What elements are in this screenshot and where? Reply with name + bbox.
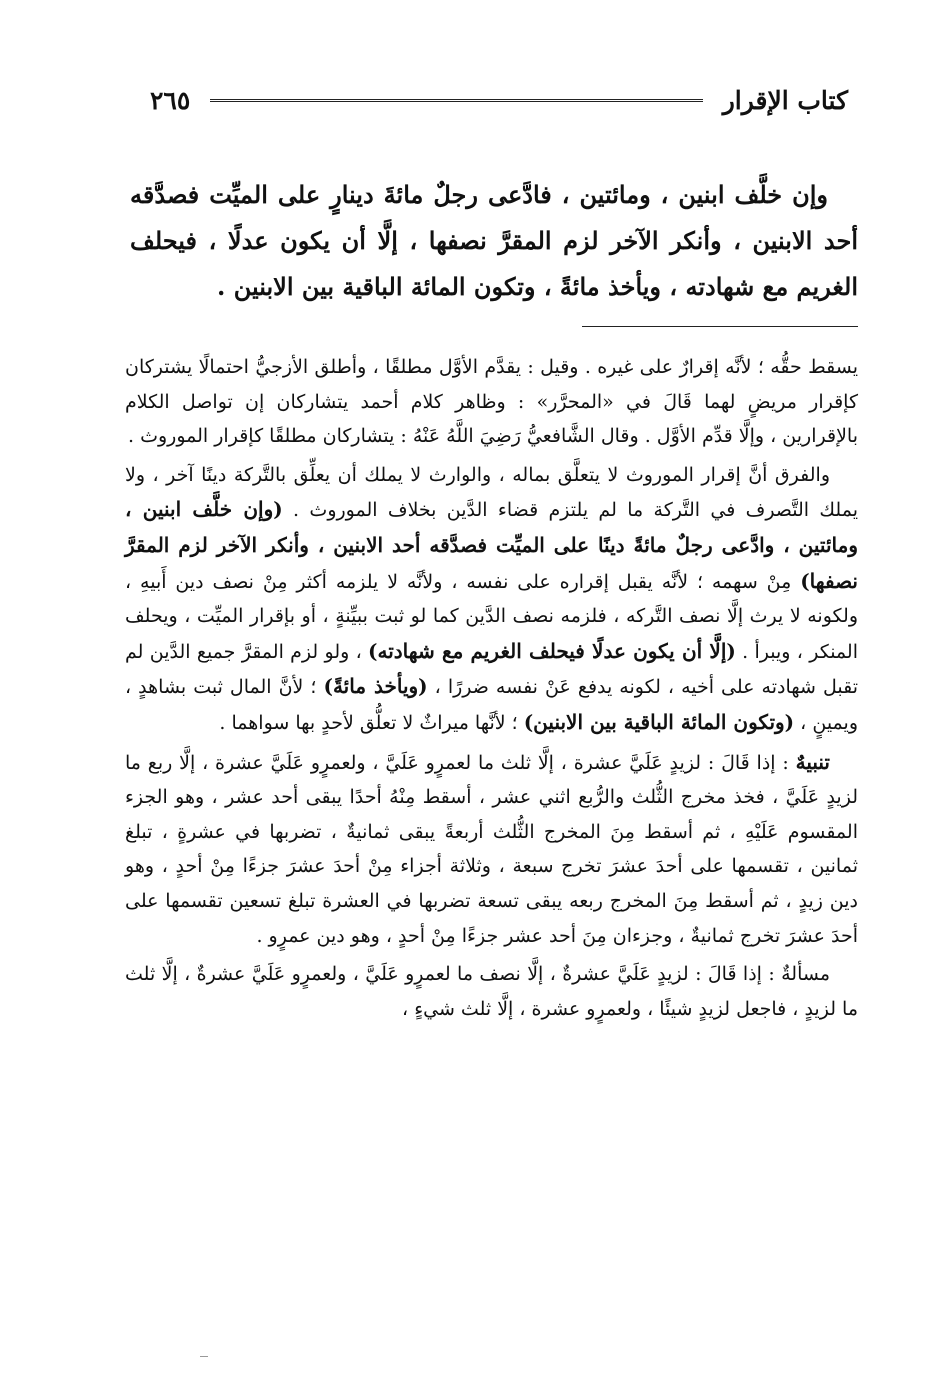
sharh-text: ؛ لأنَّها ميراثٌ لا تعلُّق لأحدٍ بها سواهما . [219,711,524,734]
matn-text-block [130,172,858,310]
sharh-text: ، ولو لزم المقرَّ جميع الدَّين لم تقبل شهادته على أخيه ، لكونه يدفع عَنْ نفسه ضررًا ، [125,640,858,699]
quoted-matn: (وتكون المائة الباقية بين الابنين) [523,709,795,734]
quoted-matn: (ويأخذ مائةً) [323,674,428,699]
sharh-paragraph-1: يسقط حقُّه ؛ لأنَّه إقرارٌ على غيره . وقيل : يقدَّم الأوَّل مطلقًا ، وأطلق الأزجيُّ احتمالًا يشتركان كإقرار مريضٍ لهما قَالَ في «المحرَّر» : وظاهر كلام أحمد يتشاركان إن تواصل الكلام بالإقرارين ، وإلَّا قدِّم الأوَّل . وقال الشَّافعيُّ رَضِيَ اللَّهُ عَنْهُ : يتشاركان مطلقًا كإقرار الموروث . [125,356,858,448]
sharh-paragraph-3 [125,745,858,954]
header-rule [210,99,702,102]
sharh-text: مِنْ سهمه ؛ لأنَّه يقبل إقراره على نفسه ، ولأنَّه لا يلزمه أكثر مِنْ نصف دين أَبيهِ ، ولكونه لا يرث إلَّا نصف التَّركه ، فلزمه نصف الدَّين كما لو ثبت ببيِّنةٍ ، أو بإقرار الميِّت ، ويحلف المنكر ، ويبرأ . [125,570,858,663]
sharh-paragraph-2 [125,458,858,741]
quoted-matn: (وإن خلَّف ابنين ، ومائتين ، وادَّعى رجلٌ مائةً دينًا على الميِّت فصدَّقه أحد الابنين ، وأنكر الآخر لزم المقرَّ نصفها) [125,497,858,593]
sharh-commentary [125,350,858,1030]
sharh-text: ؛ لأنَّ المال ثبت بشاهدٍ ، ويمينٍ ، [125,676,858,734]
footnote-separator [582,326,858,327]
tanbih-heading: تنبيهٌ [795,749,830,774]
sharh-paragraph-4: مسألةٌ : إذا قَالَ : لزيدٍ عَلَيَّ عشرةٌ ، إلَّا نصف ما لعمرٍو عَلَيَّ ، ولعمرٍو عَلَيَّ عشرةٌ ، إلَّا ثلث ما لزيدٍ ، فاجعل لزيدٍ شيئًا ، ولعمرٍو عشرة ، إلَّا ثلث شيءٍ ، [125,963,858,1020]
matn-paragraph: وإن خلَّف ابنين ، ومائتين ، فادَّعى رجلٌ مائةَ دينارٍ على الميِّت فصدَّقه أحد الابنين ، وأنكر الآخر لزم المقرَّ نصفها ، إلَّا أن يكون عدلًا ، فيحلف الغريم مع شهادته ، ويأخذ مائةً ، وتكون المائة الباقية بين الابنين . [130,180,858,301]
sharh-text: والفرق أنَّ إقرار الموروث لا يتعلَّق بماله ، والوارث لا يملك أن يعلِّق بالتَّركة دينًا آخر ، ولا يملك التَّصرف في التَّركة ما لم يلتزم قضاء الدَّين بخلاف الموروث . [125,463,858,522]
margin-mark [200,1356,208,1357]
sharh-text: : إذا قَالَ : لزيدٍ عَلَيَّ عشرة ، إلَّا ثلث ما لعمرٍو عَلَيَّ ، ولعمرٍو عَلَيَّ عشرة ، إلَّا ربع ما لزيدٍ عَلَيَّ ، فخذ مخرج الثُّلث والرُّبع اثني عشر ، أسقط مِنْهُ أحدًا يبقى أحد عشر ، وهو الجزء المقسوم عَلَيْهِ ، ثم أسقط مِنَ المخرج الثُّلث أربعةً يبقى ثمانيةٌ ، تضربها في عشرةٍ ، تبلغ ثمانين ، تقسمها على أحدَ عشرَ تخرج سبعة ، وثلاثة أجزاء مِنْ أحدَ عشرَ جزءًا مِنْ أحدٍ ، وهو دين زيدٍ ، ثم أسقط مِنَ المخرج ربعه يبقى تسعة تضربها في العشرة تبلغ تسعين تقسمها على أحدَ عشرَ تخرج ثمانيةٌ ، وجزءان مِنَ أحد عشر جزءًا مِنْ أحدٍ ، وهو دين عمرٍو . [125,751,858,947]
page-number: ٢٦٥ [150,85,191,115]
quoted-matn: (إلَّا أن يكون عدلًا فيحلف الغريم مع شهادته) [368,638,736,663]
page-header [150,80,848,120]
running-title: كتاب الإقرار [722,85,848,115]
